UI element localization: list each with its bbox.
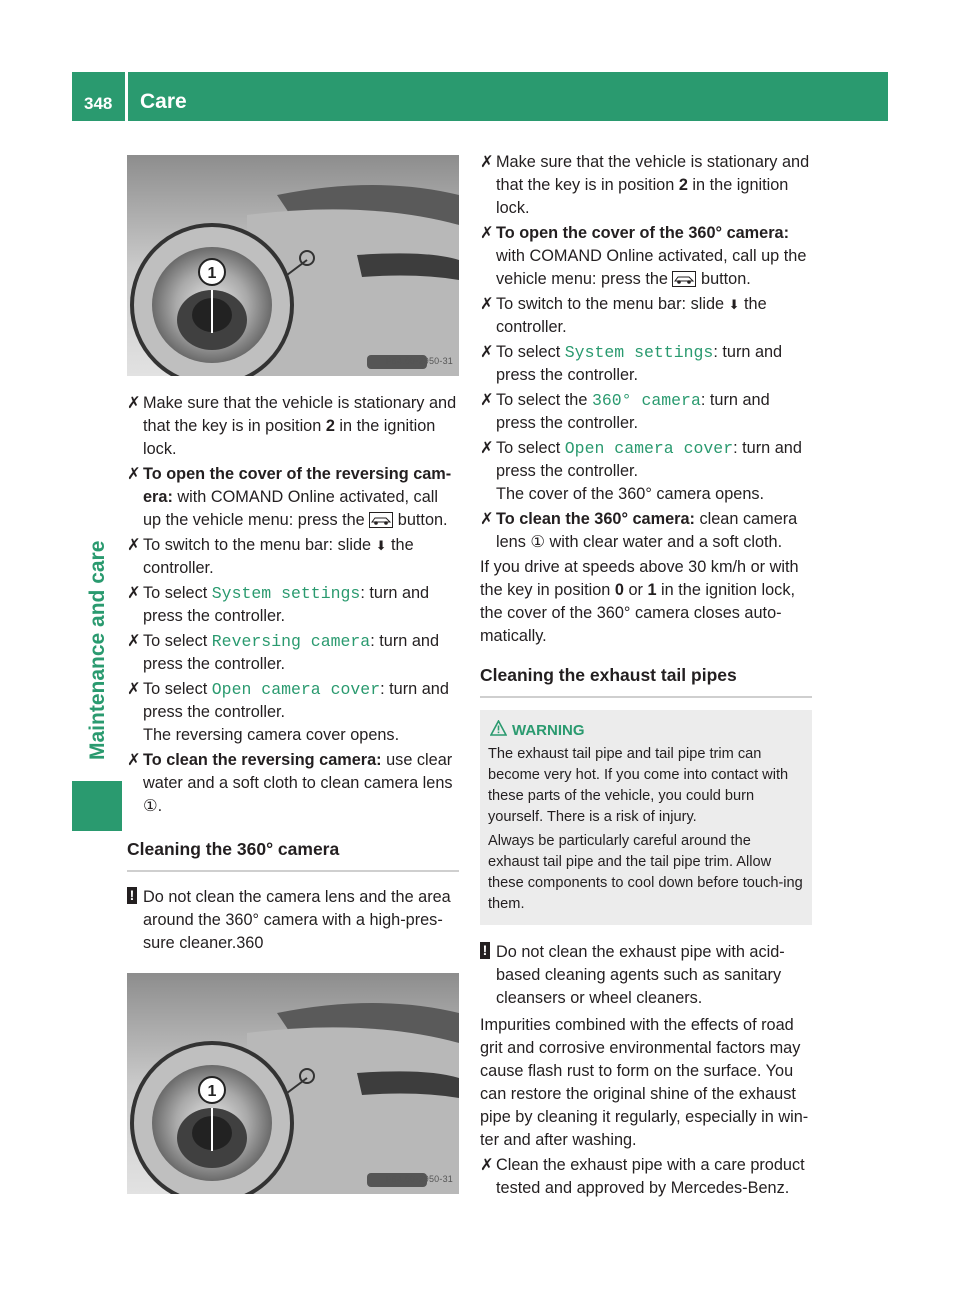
side-tab-block bbox=[72, 781, 122, 831]
step-text: : turn and press the controller. bbox=[143, 632, 440, 673]
step-bold-lead: To clean the reversing camera: bbox=[143, 751, 382, 769]
step-text: To switch to the menu bar: slide bbox=[496, 295, 729, 313]
step-item bbox=[480, 151, 812, 220]
arrow-x-icon: ✗ bbox=[127, 680, 141, 698]
step-item bbox=[480, 1154, 812, 1200]
360-camera-photo bbox=[127, 973, 459, 1194]
page-header bbox=[72, 72, 888, 121]
menu-item-label: System settings bbox=[211, 584, 361, 603]
side-tab-label: Maintenance and care bbox=[86, 540, 109, 760]
step-text: with COMAND Online activated, call up the vehicle menu: press the bbox=[143, 488, 438, 529]
arrow-x-icon: ✗ bbox=[480, 343, 494, 361]
arrow-x-icon: ✗ bbox=[127, 751, 141, 769]
exclamation-icon: ! bbox=[480, 942, 490, 959]
step-item bbox=[127, 534, 459, 580]
page-number: 348 bbox=[84, 94, 113, 113]
step-bold-lead: To open the cover of the 360° camera: bbox=[496, 224, 790, 242]
step-item bbox=[127, 749, 459, 818]
key-position: 2 bbox=[325, 417, 335, 435]
step-text: To switch to the menu bar: slide bbox=[143, 536, 376, 554]
left-column bbox=[127, 155, 459, 1194]
warning-text: Always be particularly careful around the exhaust tail pipe and the tail pipe trim. Allow these components to cool down before touch-ing them. bbox=[488, 833, 803, 912]
step-text: : turn and press the controller. bbox=[143, 680, 449, 721]
step-text: To select bbox=[143, 584, 212, 602]
menu-item-label: 360° camera bbox=[591, 391, 701, 410]
arrow-x-icon: ✗ bbox=[480, 439, 494, 457]
step-item bbox=[127, 630, 459, 676]
step-text: : turn and press the controller. bbox=[496, 439, 802, 480]
step-text: the controller. bbox=[143, 536, 414, 577]
step-text: To select bbox=[143, 680, 212, 698]
menu-item-label: System settings bbox=[564, 343, 714, 362]
step-item bbox=[480, 508, 812, 554]
step-text: with COMAND Online activated, call up the vehicle menu: press the bbox=[496, 247, 807, 288]
step-text: : turn and press the controller. bbox=[496, 391, 770, 432]
step-text: button. bbox=[393, 511, 448, 529]
warning-header bbox=[488, 720, 804, 741]
step-text: Clean the exhaust pipe with a care product tested and approved by Mercedes-Benz. bbox=[496, 1156, 805, 1197]
step-text: To select bbox=[496, 439, 565, 457]
notice-text: Do not clean the camera lens and the area around the 360° camera with a high-pres-sure cleaner.360 bbox=[143, 888, 451, 952]
key-position: 1 bbox=[647, 581, 657, 599]
photo-code: P54.00-2950-31 bbox=[385, 1174, 453, 1184]
notice-text: Do not clean the exhaust pipe with acid-based cleaning agents such as sanitary cleansers or wheel cleaners. bbox=[496, 943, 785, 1007]
paragraph-text: or bbox=[623, 581, 648, 599]
step-item bbox=[127, 392, 459, 461]
step-bold-lead: To open the cover of the reversing cam-era: bbox=[143, 465, 452, 506]
key-position: 0 bbox=[614, 581, 624, 599]
arrow-x-icon: ✗ bbox=[480, 295, 494, 313]
right-column bbox=[480, 151, 812, 1202]
menu-item-label: Open camera cover bbox=[211, 680, 381, 699]
exclamation-icon: ! bbox=[127, 887, 137, 904]
step-item bbox=[127, 582, 459, 628]
arrow-x-icon: ✗ bbox=[127, 536, 141, 554]
step-item bbox=[127, 678, 459, 747]
section-heading: Cleaning the 360° camera bbox=[127, 838, 459, 872]
reversing-camera-photo bbox=[127, 155, 459, 376]
key-position: 2 bbox=[678, 176, 688, 194]
step-text: : turn and press the controller. bbox=[496, 343, 783, 384]
vehicle-icon bbox=[672, 271, 696, 287]
header-divider bbox=[125, 72, 128, 121]
paragraph: Impurities combined with the effects of road grit and corrosive environmental factors may cause flash rust to form on the surface. You can restore the original shine of the exhaust pipe by cleaning it regularly, especially in win-ter and after washing. bbox=[480, 1016, 809, 1149]
step-text: the controller. bbox=[496, 295, 767, 336]
paragraph bbox=[480, 556, 812, 648]
step-item bbox=[480, 293, 812, 339]
step-text: : turn and press the controller. bbox=[143, 584, 430, 625]
step-text: To select bbox=[496, 343, 565, 361]
step-text: in the ignition lock. bbox=[143, 417, 436, 458]
step-text: use clear water and a soft cloth to clean camera lens bbox=[143, 751, 453, 792]
svg-text:1: 1 bbox=[207, 1083, 217, 1100]
arrow-x-icon: ✗ bbox=[480, 153, 494, 171]
menu-item-label: Open camera cover bbox=[564, 439, 734, 458]
step-text: in the ignition lock. bbox=[496, 176, 789, 217]
photo-code: P54.00-2950-31 bbox=[385, 356, 453, 366]
arrow-x-icon: ✗ bbox=[480, 510, 494, 528]
callout-1-icon: ① bbox=[530, 533, 546, 551]
arrow-x-icon: ✗ bbox=[480, 1156, 494, 1174]
arrow-x-icon: ✗ bbox=[480, 391, 494, 409]
step-item bbox=[480, 222, 812, 291]
step-text: Make sure that the vehicle is stationary and that the key is in position bbox=[496, 153, 810, 194]
slide-down-icon: ⬇ bbox=[375, 538, 387, 553]
callout-1-icon: ① bbox=[143, 797, 158, 815]
warning-text: The exhaust tail pipe and tail pipe trim can become very hot. If you come into contact with these parts of the vehicle, you could burn yourself. There is a risk of injury. bbox=[488, 746, 789, 825]
menu-item-label: Reversing camera bbox=[211, 632, 371, 651]
arrow-x-icon: ✗ bbox=[127, 632, 141, 650]
notice-block bbox=[127, 886, 459, 955]
paragraph-text: If you drive at speeds above 30 km/h or with the key in position bbox=[480, 558, 799, 599]
step-text: button. bbox=[696, 270, 751, 288]
step-item bbox=[480, 389, 812, 435]
step-item bbox=[127, 463, 459, 532]
page-title: Care bbox=[140, 90, 187, 113]
svg-text:1: 1 bbox=[207, 265, 217, 282]
arrow-x-icon: ✗ bbox=[127, 584, 141, 602]
step-text: with clear water and a soft cloth. bbox=[545, 533, 783, 551]
step-text: Make sure that the vehicle is stationary and that the key is in position bbox=[143, 394, 457, 435]
warning-title: WARNING bbox=[512, 722, 585, 739]
arrow-x-icon: ✗ bbox=[127, 394, 141, 412]
warning-box bbox=[480, 710, 812, 925]
step-text: . bbox=[157, 797, 163, 815]
section-heading: Cleaning the exhaust tail pipes bbox=[480, 664, 812, 698]
step-result: The cover of the 360° camera opens. bbox=[496, 485, 765, 503]
arrow-x-icon: ✗ bbox=[480, 224, 494, 242]
step-text: To select the bbox=[496, 391, 592, 409]
step-item bbox=[480, 341, 812, 387]
paragraph-text: in the ignition lock, the cover of the 360° camera closes auto-matically. bbox=[480, 581, 795, 645]
step-result: The reversing camera cover opens. bbox=[143, 726, 400, 744]
vehicle-icon bbox=[369, 512, 393, 528]
step-bold-lead: To clean the 360° camera: bbox=[496, 510, 695, 528]
warning-triangle-icon bbox=[490, 720, 507, 736]
step-item bbox=[480, 437, 812, 506]
notice-block bbox=[480, 941, 812, 1010]
step-text: clean camera lens bbox=[496, 510, 798, 551]
arrow-x-icon: ✗ bbox=[127, 465, 141, 483]
step-text: To select bbox=[143, 632, 212, 650]
slide-down-icon: ⬇ bbox=[728, 297, 740, 312]
